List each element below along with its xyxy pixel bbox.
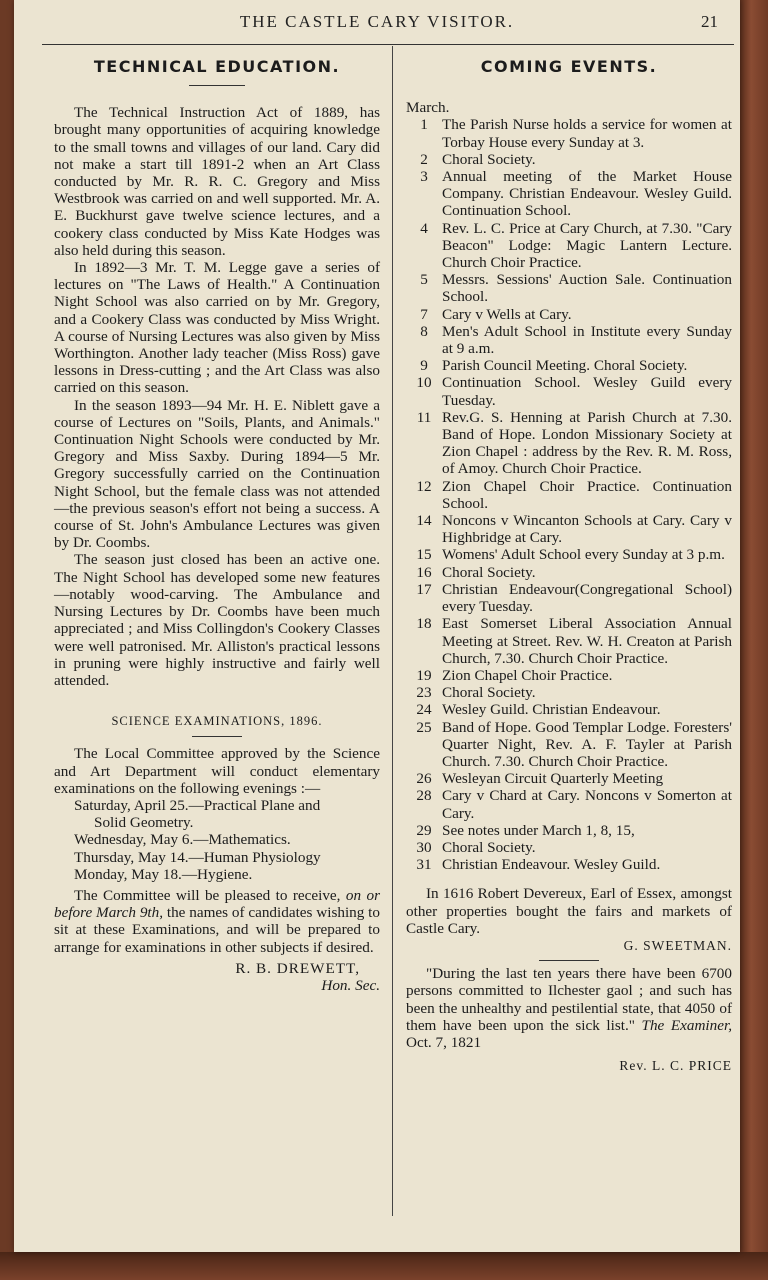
event-item [406,478,732,512]
event-text: Christian Endeavour. Wesley Guild. [442,856,661,874]
exam-item: Monday, May 18.—Hygiene. [74,865,253,883]
event-text: Wesley Guild. Christian Endeavour. [442,701,661,719]
event-day: 18 [416,615,432,633]
exam-item: Wednesday, May 6.—Mathematics. [74,831,291,849]
paragraph-4: The season just closed has been an active one. The Night School has developed some new features—notably wood-carving. The Ambulance and Nursing Lectures by Dr. Coombs have been much appreciated ; and Miss Collingdon's Cookery Classes were well patronised. Mr. Alliston's practical lessons in pruning were highly instructive and fairly well attended. [54,551,380,689]
history-note: In 1616 Robert Devereux, Earl of Essex, amongst other properties bought the fairs and markets of Castle Cary. [406,885,732,937]
event-day: 9 [420,357,428,375]
coming-events-heading: COMING EVENTS. [480,57,658,76]
event-day: 28 [416,787,432,805]
event-day: 26 [416,770,432,788]
event-item [406,271,732,305]
event-text: The Parish Nurse holds a service for women at Torbay House every Sunday at 3. [442,116,732,151]
event-item [406,684,732,701]
event-text: Christian Endeavour(Congregational School) every Tuesday. [442,580,732,616]
event-item [406,409,732,478]
event-day: 24 [416,701,432,719]
event-item [406,564,732,581]
page-edge-bottom [0,1252,768,1280]
event-day: 17 [416,580,432,598]
event-item [406,323,732,357]
event-text: Wesleyan Circuit Quarterly Meeting [442,770,664,788]
event-text: Zion Chapel Choir Practice. [442,666,613,684]
event-text: Annual meeting of the Market House Company. Christian Endeavour. Wesley Guild. Continuation School. [442,168,732,220]
event-item [406,770,732,787]
event-day: 25 [416,718,432,736]
event-item [406,667,732,684]
event-day: 31 [416,856,432,874]
event-day: 23 [416,684,432,702]
event-item [406,839,732,856]
quote-author: Rev. L. C. PRICE [619,1058,732,1074]
event-day: 10 [416,374,432,392]
page-edge-right [740,0,768,1280]
event-item [406,512,732,546]
event-day: 2 [420,150,428,168]
event-item [406,719,732,771]
science-intro: The Local Committee approved by the Science and Art Department will conduct elementary examinations on the following evenings :— [54,745,380,797]
event-text: Choral Society. [442,838,536,856]
event-text: Cary v Chard at Cary. Noncons v Somerton at Cary. [442,787,732,822]
paragraph-1: The Technical Instruction Act of 1889, has brought many opportunities of acquiring knowledge to the small towns and villages of our land. Cary did not make a start till 1891-2 when an Art Class conducted by Mr. R. R. C. Gregory and Miss Westbrook was carried on and well supported. Mr. A. E. Buckhurst gave twelve science lectures, and a cookery class conducted by Miss Kate Hodges was also held during this season. [54,104,380,259]
events-list [406,116,732,873]
event-item [406,787,732,821]
event-day: 8 [420,322,428,340]
event-text: Men's Adult School in Institute every Sunday at 9 a.m. [442,322,732,358]
event-item [406,116,732,150]
signature-name: R. B. DREWETT, [235,959,360,977]
event-text: Noncons v Wincanton Schools at Cary. Cary v Highbridge at Cary. [442,512,732,547]
heading-rule [189,85,245,86]
subheading-rule [192,736,242,737]
running-head: THE CASTLE CARY VISITOR. [239,12,515,31]
event-day: 15 [416,546,432,564]
event-item [406,220,732,272]
page-number: 21 [701,12,718,31]
exam-item: Thursday, May 14.—Human Physiology [74,848,321,866]
right-column [406,56,732,1074]
event-text: Zion Chapel Choir Practice. Continuation School. [442,477,732,512]
note-author: G. SWEETMAN. [623,937,732,953]
event-text: Cary v Wells at Cary. [442,305,572,323]
event-item [406,581,732,615]
event-text: Band of Hope. Good Templar Lodge. Foresters' Quarter Night, Rev. A. F. Tayler at Parish Church. 7.30. Church Choir Practice. [442,718,732,770]
exam-item: Saturday, April 25.—Practical Plane and Solid Geometry. [74,796,321,832]
left-column [54,56,380,994]
event-text: Continuation School. Wesley Guild every Tuesday. [442,374,732,409]
paragraph-2: In 1892—3 Mr. T. M. Legge gave a series of lectures on "The Laws of Health." A Continuation Night School was also carried on by Mr. Gregory, and a Cookery Class was conducted by Miss Wright. A course of Nursing Lectures was also given by Miss Worthington. Another lady teacher (Miss Ross) gave lessons in Dress-cutting ; and the Art Class was also carried on this season. [54,259,380,397]
event-item [406,306,732,323]
quote-rule [539,960,599,961]
event-item [406,822,732,839]
header-rule [42,44,734,45]
event-item [406,615,732,667]
event-day: 3 [420,168,428,186]
magazine-page [14,0,740,1252]
event-item [406,701,732,718]
event-text: Messrs. Sessions' Auction Sale. Continuation School. [442,271,732,306]
event-text: Womens' Adult School every Sunday at 3 p.m. [442,546,725,564]
event-day: 29 [416,821,432,839]
event-text: See notes under March 1, 8, 15, [442,821,635,839]
signature-title: Hon. Sec. [321,976,380,994]
event-day: 1 [420,116,428,134]
event-day: 11 [416,408,432,426]
event-text: Parish Council Meeting. Choral Society. [442,357,688,375]
event-day: 19 [416,666,432,684]
event-day: 7 [420,305,428,323]
event-item [406,856,732,873]
event-day: 5 [420,271,428,289]
event-item [406,546,732,563]
event-item [406,168,732,220]
event-text: Rev. L. C. Price at Cary Church, at 7.30. "Cary Beacon" Lodge: Magic Lantern Lecture. Church Choir Practice. [442,219,732,272]
committee-notice: The Committee will be pleased to receive, on or before March 9th, the names of candidates wishing to sit at these Examinations, and will be prepared to arrange for examinations in other subjects if desired. [54,886,380,956]
event-day: 14 [416,512,432,530]
technical-education-heading: TECHNICAL EDUCATION. [93,57,341,76]
event-day: 4 [420,219,428,237]
event-day: 16 [416,563,432,581]
event-text: East Somerset Liberal Association Annual Meeting at Street. Rev. W. H. Creaton at Parish Church, 7.30. Church Choir Practice. [442,615,732,667]
event-text: Choral Society. [442,150,536,168]
event-text: Choral Society. [442,684,536,702]
event-text: Choral Society. [442,563,536,581]
event-text: Rev.G. S. Henning at Parish Church at 7.30. Band of Hope. London Missionary Society at Zion Chapel : address by the Rev. R. M. Ross, of Amoy. Church Choir Practice. [442,408,732,478]
event-item [406,151,732,168]
examiner-quote: "During the last ten years there have been 6700 persons committed to Ilchester gaol ; and such has been the unhealthy and pestilential state, that 4050 of them have been upon the sick list." The Examiner, Oct. 7, 1821 [406,965,732,1051]
event-day: 30 [416,838,432,856]
event-item [406,357,732,374]
event-item [406,374,732,408]
science-examinations-heading: SCIENCE EXAMINATIONS, 1896. [111,714,323,729]
month-label: March. [406,99,450,117]
column-divider [392,46,393,1216]
event-day: 12 [416,477,432,495]
paragraph-3: In the season 1893—94 Mr. H. E. Niblett gave a course of Lectures on "Soils, Plants, and Animals." Continuation Night Schools were conducted by Mr. Gregory and Miss Saxby. During 1894—5 Mr. Gregory successfully carried on the Continuation Night School, but the female class was not attended—the previous season's effort not being a success. A course of St. John's Ambulance Lectures was given by Dr. Coombs. [54,396,380,552]
